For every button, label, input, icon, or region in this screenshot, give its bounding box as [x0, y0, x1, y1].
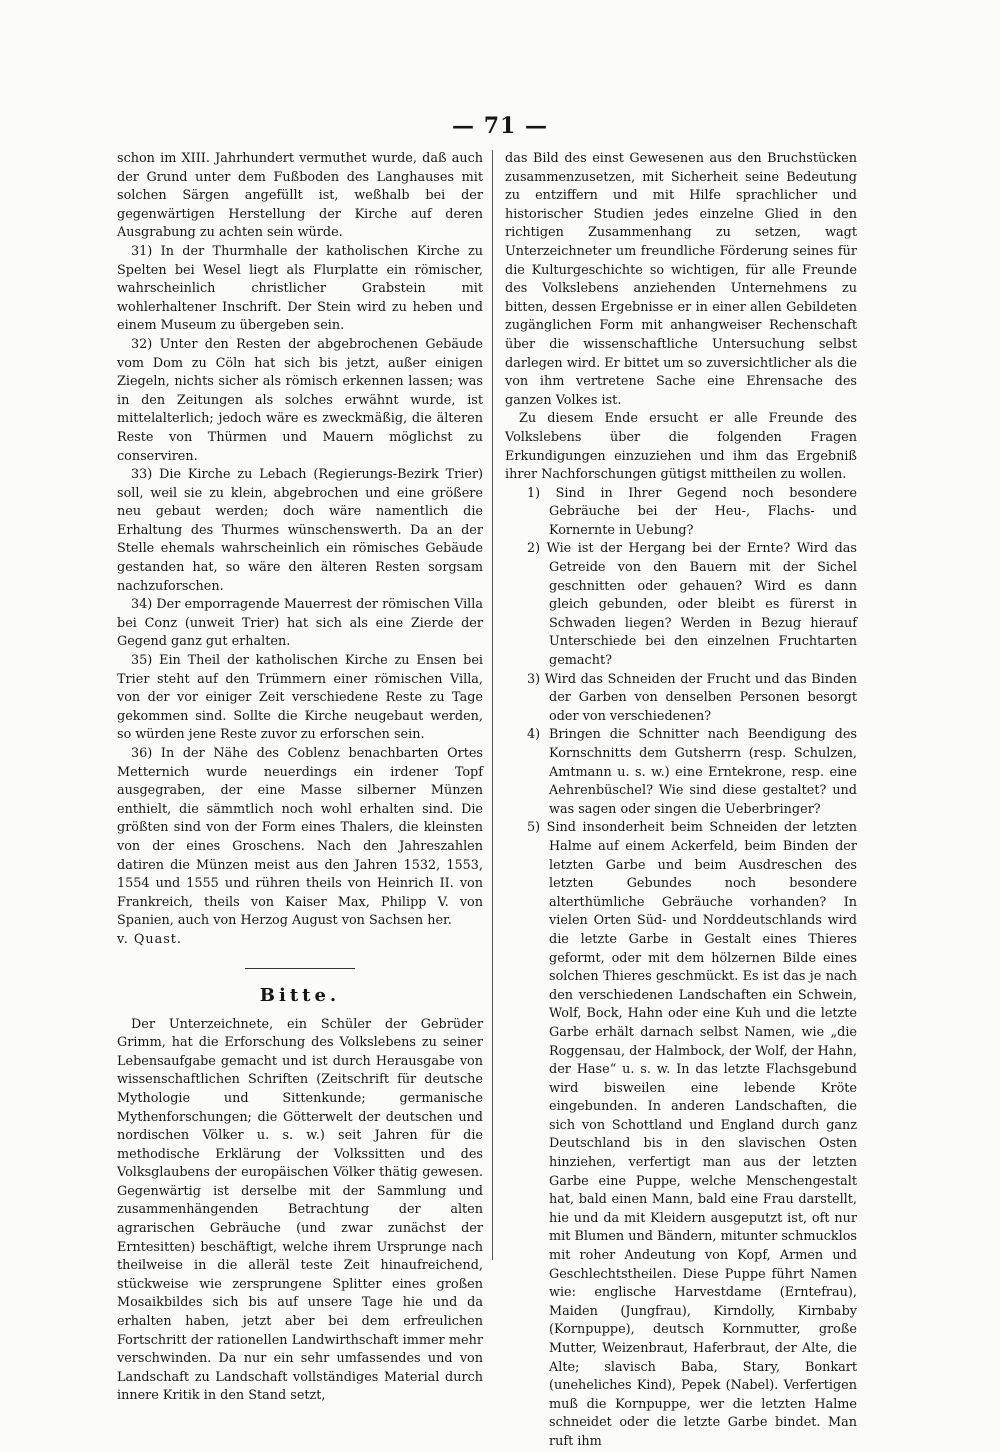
question-3: 3) Wird das Schneiden der Frucht und das Binden der Garben von denselben Personen besorgt oder von verschiedenen?: [527, 671, 857, 724]
signature: v. Quast.: [117, 931, 182, 947]
column-divider: [492, 150, 493, 1260]
paragraph-35: 35) Ein Theil der katholischen Kirche zu Ensen bei Trier steht auf den Trümmern einer römischen Villa, von der vor einiger Zeit verschiedene Reste zu Tage gekommen sind. Sollte die Kirche neugebaut werden, so würden jene Reste zuvor zu erforschen sein.: [117, 653, 483, 743]
paragraph-33: 33) Die Kirche zu Lebach (Regierungs-Bezirk Trier) soll, weil sie zu klein, abgebrochen und eine größere neu gebaut werden; doch wäre namentlich die Erhaltung des Thurmes wünschenswerth. Da an der Stelle ehemals wahrscheinlich ein römisches Gebäude gestanden hat, so wäre den älteren Resten sorgsam nachzuforschen.: [117, 467, 483, 594]
section-heading: Bitte.: [259, 984, 341, 1006]
right-column: [505, 150, 857, 1452]
question-list: [505, 485, 857, 1452]
paragraph-continued: schon im XIII. Jahrhundert vermuthet wurde, daß auch der Grund unter dem Fußboden des Langhauses mit solchen Särgen angefüllt ist, weßhalb bei der gegenwärtigen Herstellung der Kirche auf deren Ausgrabung zu achten sein würde.: [117, 151, 483, 241]
left-column: [117, 150, 483, 1406]
page-number: — 71 —: [452, 113, 548, 139]
bitte-paragraph: Der Unterzeichnete, ein Schüler der Gebrüder Grimm, hat die Erforschung des Volkslebens zu seiner Lebensaufgabe gemacht und ist durch Herausgabe von wissenschaftlichen Schriften (Zeitschrift für deutsche Mythologie und Sittenkunde; germanische Mythenforschungen; die Götterwelt der deutschen und nordischen Völker u. s. w.) seit Jahren für die methodische Erklärung der Volkssitten und des Volksglaubens der europäischen Völker thätig gewesen. Gegenwärtig ist derselbe mit der Sammlung und zusammenhängenden Betrachtung der alten agrarischen Gebräuche (und zwar zunächst der Erntesitten) beschäftigt, welche ihrem Ursprunge nach theilweise in die alleräl teste Zeit hinaufreichend, stückweise wie zersprungene Splitter eines großen Mosaikbildes sich bis auf unsere Tage hie und da erhalten haben, jetzt aber bei dem erfreulichen Fortschritt der rationellen Landwirthschaft immer mehr verschwinden. Da nur ein sehr umfassendes und von Landschaft zu Landschaft vollständiges Material durch innere Kritik in den Stand setzt,: [117, 1016, 483, 1404]
paragraph-continued-right: das Bild des einst Gewesenen aus den Bruchstücken zusammenzusetzen, mit Sicherheit seine Bedeutung zu entziffern und mit Hilfe sprachlicher und historischer Studien jedes einzelne Glied in den richtigen Zusammenhang zu setzen, wagt Unterzeichneter um freundliche Förderung seines für die Kulturgeschichte so wichtigen, für alle Freunde des Volkslebens anziehenden Unternehmens zu bitten, dessen Ergebnisse er in einer allen Gebildeten zugänglichen Form mit anhangweiser Rechenschaft über die wissenschaftliche Untersuchung selbst darlegen wird. Er bittet um so zuversichtlicher als die von ihm vertretene Sache eine Ehrensache des ganzen Volkes ist.: [505, 151, 857, 408]
question-2: 2) Wie ist der Hergang bei der Ernte? Wird das Getreide von den Bauern mit der Sichel geschnitten oder gehauen? Wird es dann gleich gebunden, oder bleibt es fürerst in Schwaden liegen? Werden in Bezug hierauf Unterschiede bei den einzelnen Fruchtarten gemacht?: [527, 541, 857, 669]
paragraph-31: 31) In der Thurmhalle der katholischen Kirche zu Spelten bei Wesel liegt als Flurplatte ein römischer, wahrscheinlich christlicher Grabstein mit wohlerhaltener Inschrift. Der Stein wird zu heben und einem Museum zu übergeben sein.: [117, 243, 483, 334]
paragraph-36: 36) In der Nähe des Coblenz benachbarten Ortes Metternich wurde neuerdings ein irdener Topf ausgegraben, der eine Masse silberner Münzen enthielt, die sämmtlich noch wohl erhalten sind. Die größten sind von der Form eines Thalers, die kleinsten von der eines Groschens. Nach den Jahreszahlen datiren die Münzen meist aus den Jahren 1532, 1553, 1554 und 1555 und rühren theils von Heinrich II. von Frankreich, theils von Kaiser Max, Philipp V. von Spanien, auch von Herzog August von Sachsen her.: [117, 746, 483, 929]
question-4: 4) Bringen die Schnitter nach Beendigung des Kornschnitts dem Gutsherrn (resp. Schulzen, Amtmann u. s. w.) eine Erntekrone, resp. eine Aehrenbüschel? Wie sind diese gestaltet? und was sagen oder singen die Ueberbringer?: [527, 727, 857, 817]
section-divider: [245, 968, 355, 969]
paragraph-34: 34) Der emporragende Mauerrest der römischen Villa bei Conz (unweit Trier) hat sich als eine Zierde der Gegend ganz gut erhalten.: [117, 597, 483, 650]
question-5: 5) Sind insonderheit beim Schneiden der letzten Halme auf einem Ackerfeld, beim Binden der letzten Garbe und beim Ausdreschen des letzten Gebundes noch besondere alterthümliche Gebräuche vorhanden? In vielen Orten Süd- und Norddeutschlands wird die letzte Garbe in Gestalt eines Thieres geformt, oder mit dem hölzernen Bilde eines solchen Thieres geschmückt. Es ist das je nach den verschiedenen Landschaften ein Schwein, Wolf, Bock, Hahn oder eine Kuh und die letzte Garbe erhält darnach selbst Namen, wie „die Roggensau, der Halmbock, der Wolf, der Hahn, der Hase“ u. s. w. In das letzte Flachsgebund wird bisweilen eine lebende Kröte eingebunden. In anderen Landschaften, die sich von Schottland und England durch ganz Deutschland bis in den slavischen Osten hinziehen, verfertigt man aus der letzten Garbe eine Puppe, welche Menschengestalt hat, bald einen Mann, bald eine Frau darstellt, hie und da mit Kleidern ausgeputzt ist, oft nur mit Blumen und Bändern, mitunter schmucklos mit roher Andeutung von Kopf, Armen und Geschlechtstheilen. Diese Puppe führt Namen wie: englische Harvestdame (Erntefrau), Maiden (Jungfrau), Kirndolly, Kirnbaby (Kornpuppe), deutsch Kornmutter, große Mutter, Weizenbraut, Haferbraut, der Alte, die Alte; slavisch Baba, Stary, Bonkart (uneheliches Kind), Pepek (Nabel). Verfertigen muß die Kornpuppe, wer die letzten Halme schneidet oder die letzte Garbe bindet. Man ruft ihm: [527, 820, 857, 1449]
paragraph-request: Zu diesem Ende ersucht er alle Freunde des Volkslebens über die folgenden Fragen Erkundigungen einzuziehen und ihm das Ergebniß ihrer Nachforschungen gütigst mittheilen zu wollen.: [505, 411, 857, 483]
paragraph-32: 32) Unter den Resten der abgebrochenen Gebäude vom Dom zu Cöln hat sich bis jetzt, außer einigen Ziegeln, nichts sicher als römisch erkennen lassen; was in den Zeitungen als solches erwähnt wurde, ist mittelalterlich; jedoch wäre es zweckmäßig, die älteren Reste von Thürmen und Mauern möglichst zu conserviren.: [117, 336, 483, 464]
question-1: 1) Sind in Ihrer Gegend noch besondere Gebräuche bei der Heu-, Flachs- und Kornernte in Uebung?: [527, 485, 857, 538]
